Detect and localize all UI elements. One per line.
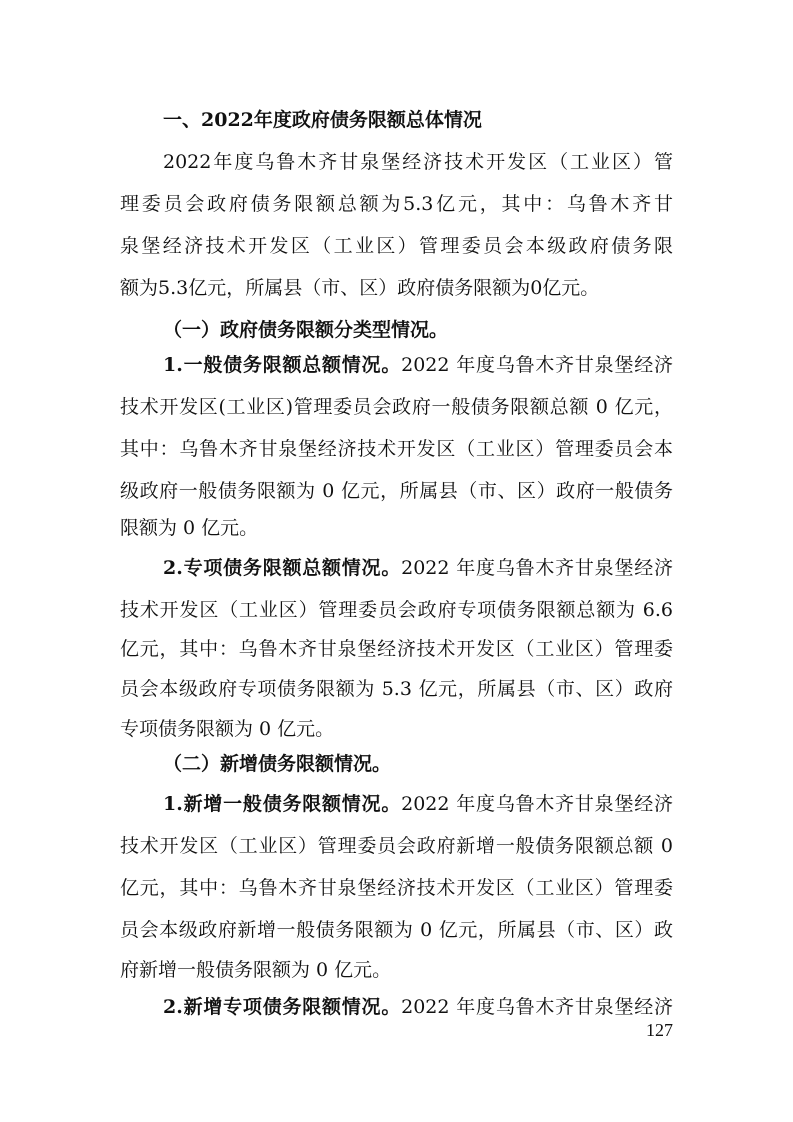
p2-line-5: 专项债务限额为 0 亿元。: [120, 718, 335, 740]
p4-line-1: [163, 995, 673, 1019]
p1-line-5: 限额为 0 亿元。: [120, 517, 259, 539]
p3-line-3: 亿元，其中：乌鲁木齐甘泉堡经济技术开发区（工业区）管理委: [120, 877, 673, 899]
p2-line-3: 亿元，其中：乌鲁木齐甘泉堡经济技术开发区（工业区）管理委: [120, 638, 673, 660]
p2-lead: 2.专项债务限额总额情况。: [163, 557, 402, 579]
p1-lead: 1.一般债务限额总额情况。: [163, 354, 402, 376]
p1-line-1: [163, 353, 673, 377]
p3-line-2: 技术开发区（工业区）管理委员会政府新增一般债务限额总额 0: [120, 835, 673, 857]
section-title: 一、2022年度政府债务限额总体情况: [163, 109, 482, 131]
intro-line-1: 2022年度乌鲁木齐甘泉堡经济技术开发区（工业区）管: [163, 151, 673, 173]
p1-line-3: 其中：乌鲁木齐甘泉堡经济技术开发区（工业区）管理委员会本: [120, 438, 673, 460]
p4-lead-text: 2022 年度乌鲁木齐甘泉堡经济: [401, 996, 673, 1018]
p1-line-2: 技术开发区(工业区)管理委员会政府一般债务限额总额 0 亿元，: [120, 396, 673, 418]
p3-lead: 1.新增一般债务限额情况。: [163, 793, 402, 815]
p1-lead-text: 2022 年度乌鲁木齐甘泉堡经济: [401, 354, 673, 376]
p3-lead-text: 2022 年度乌鲁木齐甘泉堡经济: [401, 793, 673, 815]
p1-line-4: 级政府一般债务限额为 0 亿元，所属县（市、区）政府一般债务: [120, 480, 673, 502]
p2-line-2: 技术开发区（工业区）管理委员会政府专项债务限额总额为 6.6: [120, 599, 673, 621]
p4-lead: 2.新增专项债务限额情况。: [163, 996, 402, 1018]
p2-line-4: 员会本级政府专项债务限额为 5.3 亿元，所属县（市、区）政府: [120, 678, 673, 700]
p2-line-1: [163, 556, 673, 580]
subsection-title-1: （一）政府债务限额分类型情况。: [163, 319, 449, 341]
p3-line-4: 员会本级政府新增一般债务限额为 0 亿元，所属县（市、区）政: [120, 919, 673, 941]
subsection-title-2: （二）新增债务限额情况。: [163, 753, 392, 775]
intro-line-2: 理委员会政府债务限额总额为5.3亿元，其中：乌鲁木齐甘: [120, 193, 673, 215]
page-number: 127: [646, 1020, 673, 1040]
p3-line-1: [163, 792, 673, 816]
p2-lead-text: 2022 年度乌鲁木齐甘泉堡经济: [401, 557, 673, 579]
intro-line-4: 额为5.3亿元，所属县（市、区）政府债务限额为0亿元。: [120, 277, 600, 299]
intro-line-3: 泉堡经济技术开发区（工业区）管理委员会本级政府债务限: [120, 235, 673, 257]
p3-line-5: 府新增一般债务限额为 0 亿元。: [120, 959, 392, 981]
